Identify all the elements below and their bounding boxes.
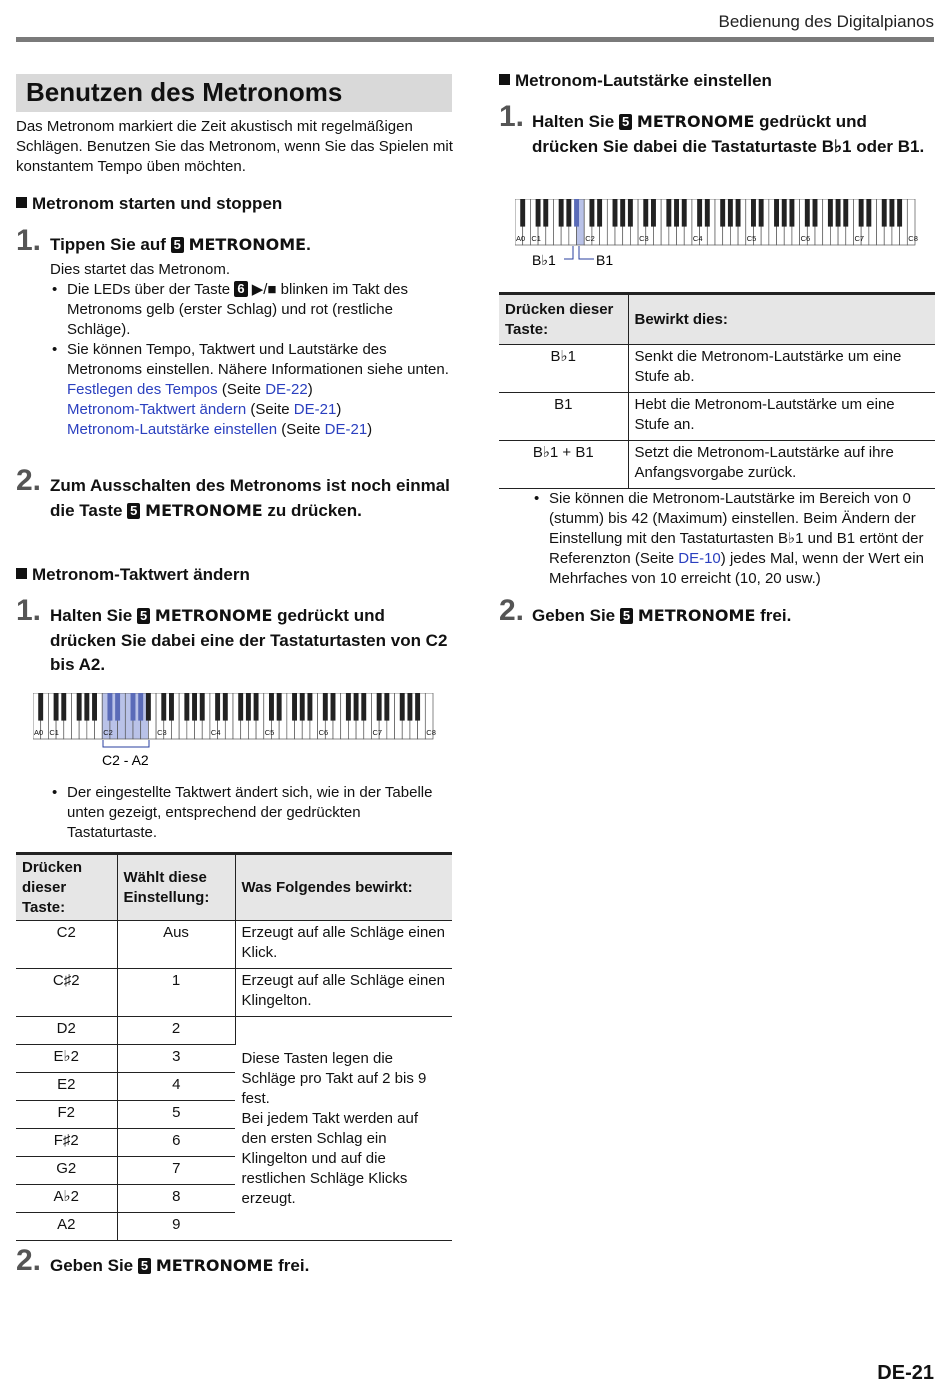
piano-black-key — [215, 693, 220, 721]
table-cell-setting: 9 — [117, 1213, 235, 1241]
piano-keyboard-diagram — [33, 693, 438, 773]
table-cell-key: B1 — [499, 393, 628, 441]
column-header: Was Folgendes bewirkt: — [235, 854, 452, 921]
piano-black-key — [331, 693, 336, 721]
step-volume-1: Halten Sie 5 METRONOME gedrückt und drücken Sie dabei die Tastaturtaste B♭1 oder B1. — [532, 112, 925, 156]
step-number: 2. — [16, 464, 42, 497]
octave-label: C7 — [372, 728, 383, 737]
piano-black-key — [115, 693, 120, 721]
running-header: Bedienung des Digitalpianos — [718, 12, 934, 31]
table-cell-setting: 8 — [117, 1185, 235, 1213]
octave-label: C8 — [908, 234, 918, 243]
piano-black-key — [674, 199, 679, 227]
piano-black-key — [300, 693, 305, 721]
piano-black-key — [407, 693, 412, 721]
table-cell-key: B♭1 + B1 — [499, 441, 628, 489]
piano-black-key — [813, 199, 818, 227]
link-beat[interactable]: Metronom-Taktwert ändern — [67, 401, 247, 418]
piano-black-key — [866, 199, 871, 227]
column-header: Drücken dieser Taste: — [16, 854, 117, 921]
piano-black-key — [705, 199, 710, 227]
table-cell-merged-effect: Diese Tasten legen die Schläge pro Takt auf 2 bis 9 fest. Bei jedem Takt werden auf den ersten Schlag ein Klingelton und auf die restlichen Schläge Klicks erzeugt. — [235, 1017, 452, 1241]
octave-label: C5 — [746, 234, 757, 243]
piano-black-key — [377, 693, 382, 721]
metronome-button-label: METRONOME — [636, 112, 755, 131]
piano-black-key — [543, 199, 548, 227]
table-cell-setting: 2 — [117, 1017, 235, 1045]
volume-table — [499, 292, 935, 489]
piano-black-key — [859, 199, 864, 227]
piano-black-key — [720, 199, 725, 227]
metronome-button-label: METRONOME — [154, 606, 273, 625]
page-link[interactable]: DE-22 — [265, 381, 308, 398]
piano-black-key — [61, 693, 66, 721]
square-bullet-icon — [499, 74, 510, 85]
piano-black-key — [751, 199, 756, 227]
piano-black-key — [736, 199, 741, 227]
octave-label: C3 — [639, 234, 649, 243]
octave-label: C5 — [264, 728, 275, 737]
piano-black-key — [782, 199, 787, 227]
octave-label: C7 — [854, 234, 865, 243]
piano-black-key — [192, 693, 197, 721]
octave-label: C3 — [157, 728, 167, 737]
piano-black-key — [651, 199, 656, 227]
piano-black-key — [169, 693, 174, 721]
beat-bullets — [50, 783, 450, 843]
key-label-bflat1: B♭1 — [532, 252, 556, 268]
bullet-item: • Der eingestellte Taktwert ändert sich, wie in der Tabelle unten gezeigt, entsprechend der gedrückten Tastaturtaste. — [50, 783, 450, 843]
octave-label: A0 — [34, 728, 44, 737]
octave-label: C4 — [210, 728, 221, 737]
key-number-badge: 5 — [619, 114, 632, 130]
piano-black-key — [520, 199, 525, 227]
piano-black-key — [361, 693, 366, 721]
piano-black-key — [84, 693, 89, 721]
piano-black-key — [323, 693, 328, 721]
metronome-button-label: METRONOME — [155, 1256, 274, 1275]
piano-black-key — [697, 199, 702, 227]
piano-black-key — [805, 199, 810, 227]
piano-black-key — [184, 693, 189, 721]
piano-black-key — [38, 693, 43, 721]
piano-black-key — [536, 199, 541, 227]
piano-black-key — [628, 199, 633, 227]
title-box — [16, 74, 452, 112]
piano-black-key — [292, 693, 297, 721]
piano-black-key — [384, 693, 389, 721]
piano-black-key — [643, 199, 648, 227]
step-number: 1. — [16, 224, 42, 257]
piano-black-key — [728, 199, 733, 227]
beat-table — [16, 852, 452, 1241]
piano-black-key — [574, 199, 579, 227]
page-link[interactable]: DE-10 — [678, 550, 721, 567]
metronome-button-label: METRONOME — [637, 606, 756, 625]
table-cell-setting: 7 — [117, 1157, 235, 1185]
octave-label: C8 — [426, 728, 436, 737]
square-bullet-icon — [16, 568, 27, 579]
table-cell-setting: 3 — [117, 1045, 235, 1073]
piano-black-key — [889, 199, 894, 227]
key-number-badge: 5 — [138, 1258, 151, 1274]
table-cell-setting: Aus — [117, 921, 235, 969]
piano-black-key — [400, 693, 405, 721]
bullet-item: • Sie können die Metronom-Lautstärke im Bereich von 0 (stumm) bis 42 (Maximum) einstellen. Beim Ändern der Einstellung mit den Tastaturtasten B♭1 und B1 ertönt der Referenzton (Seite DE-10) jedes Mal, wenn der Wert ein Mehrfaches von 10 erreicht (10, 20 usw.) — [532, 489, 934, 589]
link-line: Metronom-Taktwert ändern (Seite DE-21) — [67, 401, 342, 418]
piano-black-key — [620, 199, 625, 227]
piano-black-key — [836, 199, 841, 227]
column-header: Bewirkt dies: — [628, 294, 935, 345]
piano-black-key — [307, 693, 312, 721]
piano-black-key — [789, 199, 794, 227]
octave-label: C1 — [531, 234, 541, 243]
step-number: 2. — [16, 1244, 42, 1277]
intro-paragraph: Das Metronom markiert die Zeit akustisch mit regelmäßigen Schlägen. Benutzen Sie das Metronom, wenn Sie das Spielen mit konstantem Tempo üben möchten. — [16, 118, 453, 175]
table-cell-setting: 1 — [117, 969, 235, 1017]
piano-black-key — [774, 199, 779, 227]
metronome-button-label: METRONOME — [145, 500, 263, 520]
piano-black-key — [246, 693, 251, 721]
piano-black-key — [277, 693, 282, 721]
page-link[interactable]: DE-21 — [324, 421, 368, 438]
table-cell-setting: 6 — [117, 1129, 235, 1157]
pointer-line — [564, 246, 573, 259]
key-number-badge: 5 — [137, 608, 150, 624]
piano-black-key — [146, 693, 151, 721]
piano-black-key — [682, 199, 687, 227]
step-start-2: Zum Ausschalten des Metronoms ist noch einmal die Taste 5 METRONOME zu drücken. — [50, 476, 450, 520]
piano-black-key — [759, 199, 764, 227]
link-line: Metronom-Lautstärke einstellen (Seite DE-21) — [67, 421, 373, 438]
table-cell-key: D2 — [16, 1017, 117, 1045]
column-header: Drücken dieser Taste: — [499, 294, 628, 345]
piano-black-key — [589, 199, 594, 227]
pointer-line — [579, 246, 594, 259]
step-start-1: Tippen Sie auf 5 METRONOME. — [50, 235, 311, 254]
range-label: C2 - A2 — [102, 752, 149, 768]
step-note: Dies startet das Metronom. — [50, 261, 231, 278]
step-beat-2: Geben Sie 5 METRONOME frei. — [50, 1256, 310, 1275]
step-number: 1. — [16, 594, 42, 627]
step-number: 2. — [499, 594, 525, 627]
table-cell-effect: Hebt die Metronom-Lautstärke um eine Stufe an. — [628, 393, 935, 441]
section-heading-beat: Metronom-Taktwert ändern — [16, 565, 250, 585]
page-title: Benutzen des Metronoms — [26, 77, 343, 107]
piano-black-key — [138, 693, 143, 721]
section-heading-volume: Metronom-Lautstärke einstellen — [499, 71, 772, 91]
bullet-item: • Die LEDs über der Taste 6 ▶/■ blinken im Takt des Metronoms gelb (erster Schlag) und rot (restliche Schläge). — [50, 280, 452, 340]
metronome-button-label: METRONOME — [188, 235, 307, 254]
piano-black-key — [597, 199, 602, 227]
piano-black-key — [54, 693, 59, 721]
table-cell-effect: Erzeugt auf alle Schläge einen Klick. — [235, 921, 452, 969]
play-stop-symbol: ▶/■ — [251, 281, 277, 298]
piano-black-key — [131, 693, 136, 721]
piano-keyboard-diagram — [515, 199, 920, 274]
piano-black-key — [613, 199, 618, 227]
step-number: 1. — [499, 100, 525, 133]
page-number: DE-21 — [877, 1362, 934, 1384]
piano-black-key — [666, 199, 671, 227]
key-number-badge: 5 — [620, 608, 633, 624]
table-cell-effect: Senkt die Metronom-Lautstärke um eine Stufe ab. — [628, 345, 935, 393]
table-cell-key: A2 — [16, 1213, 117, 1241]
piano-black-key — [92, 693, 97, 721]
table-cell-key: B♭1 — [499, 345, 628, 393]
page-link[interactable]: DE-21 — [293, 401, 337, 418]
piano-black-key — [107, 693, 112, 721]
key-number-badge: 5 — [127, 503, 140, 519]
piano-black-key — [897, 199, 902, 227]
octave-label: C6 — [800, 234, 811, 243]
key-label-b1: B1 — [596, 252, 614, 268]
table-cell-key: F2 — [16, 1101, 117, 1129]
table-cell-key: E2 — [16, 1073, 117, 1101]
link-volume[interactable]: Metronom-Lautstärke einstellen — [67, 421, 278, 438]
piano-black-key — [269, 693, 274, 721]
square-bullet-icon — [16, 197, 27, 208]
table-cell-setting: 5 — [117, 1101, 235, 1129]
piano-black-key — [161, 693, 166, 721]
piano-black-key — [77, 693, 82, 721]
bullet-item: • Sie können Tempo, Taktwert und Lautstärke des Metronoms einstellen. Nähere Informationen siehe unten. Festlegen des Tempos (Seite DE-22) Metronom-Taktwert ändern (Seite DE-21) Metronom-Lautstärke einstellen (Seite DE-21) — [50, 340, 452, 440]
piano-black-key — [566, 199, 571, 227]
link-tempo[interactable]: Festlegen des Tempos — [67, 381, 218, 398]
range-bracket — [103, 740, 149, 747]
piano-black-key — [354, 693, 359, 721]
table-cell-key: G2 — [16, 1157, 117, 1185]
piano-black-key — [415, 693, 420, 721]
piano-black-key — [254, 693, 259, 721]
volume-bullets — [532, 489, 934, 589]
octave-label: A0 — [516, 234, 526, 243]
piano-black-key — [882, 199, 887, 227]
octave-label: C6 — [318, 728, 329, 737]
table-cell-effect: Erzeugt auf alle Schläge einen Klingelton. — [235, 969, 452, 1017]
header-rule — [16, 37, 934, 42]
key-number-badge: 6 — [234, 281, 247, 297]
piano-black-key — [346, 693, 351, 721]
octave-label: C1 — [49, 728, 59, 737]
table-cell-key: F♯2 — [16, 1129, 117, 1157]
octave-label: C2 — [585, 234, 595, 243]
column-header: Wählt diese Einstellung: — [117, 854, 235, 921]
piano-black-key — [238, 693, 243, 721]
piano-black-key — [200, 693, 205, 721]
piano-black-key — [828, 199, 833, 227]
step-volume-2: Geben Sie 5 METRONOME frei. — [532, 606, 792, 625]
table-cell-setting: 4 — [117, 1073, 235, 1101]
octave-label: C4 — [692, 234, 703, 243]
table-cell-key: A♭2 — [16, 1185, 117, 1213]
piano-black-key — [223, 693, 228, 721]
step-beat-1: Halten Sie 5 METRONOME gedrückt und drücken Sie dabei eine der Tastaturtasten von C2 bis A2. — [50, 606, 448, 674]
start-bullets — [50, 280, 452, 440]
key-number-badge: 5 — [171, 237, 184, 253]
octave-label: C2 — [103, 728, 113, 737]
section-heading-start: Metronom starten und stoppen — [16, 194, 282, 214]
table-cell-effect: Setzt die Metronom-Lautstärke auf ihre Anfangsvorgabe zurück. — [628, 441, 935, 489]
table-cell-key: E♭2 — [16, 1045, 117, 1073]
link-line: Festlegen des Tempos (Seite DE-22) — [67, 381, 313, 398]
piano-black-key — [843, 199, 848, 227]
table-cell-key: C2 — [16, 921, 117, 969]
table-cell-key: C♯2 — [16, 969, 117, 1017]
piano-black-key — [559, 199, 564, 227]
